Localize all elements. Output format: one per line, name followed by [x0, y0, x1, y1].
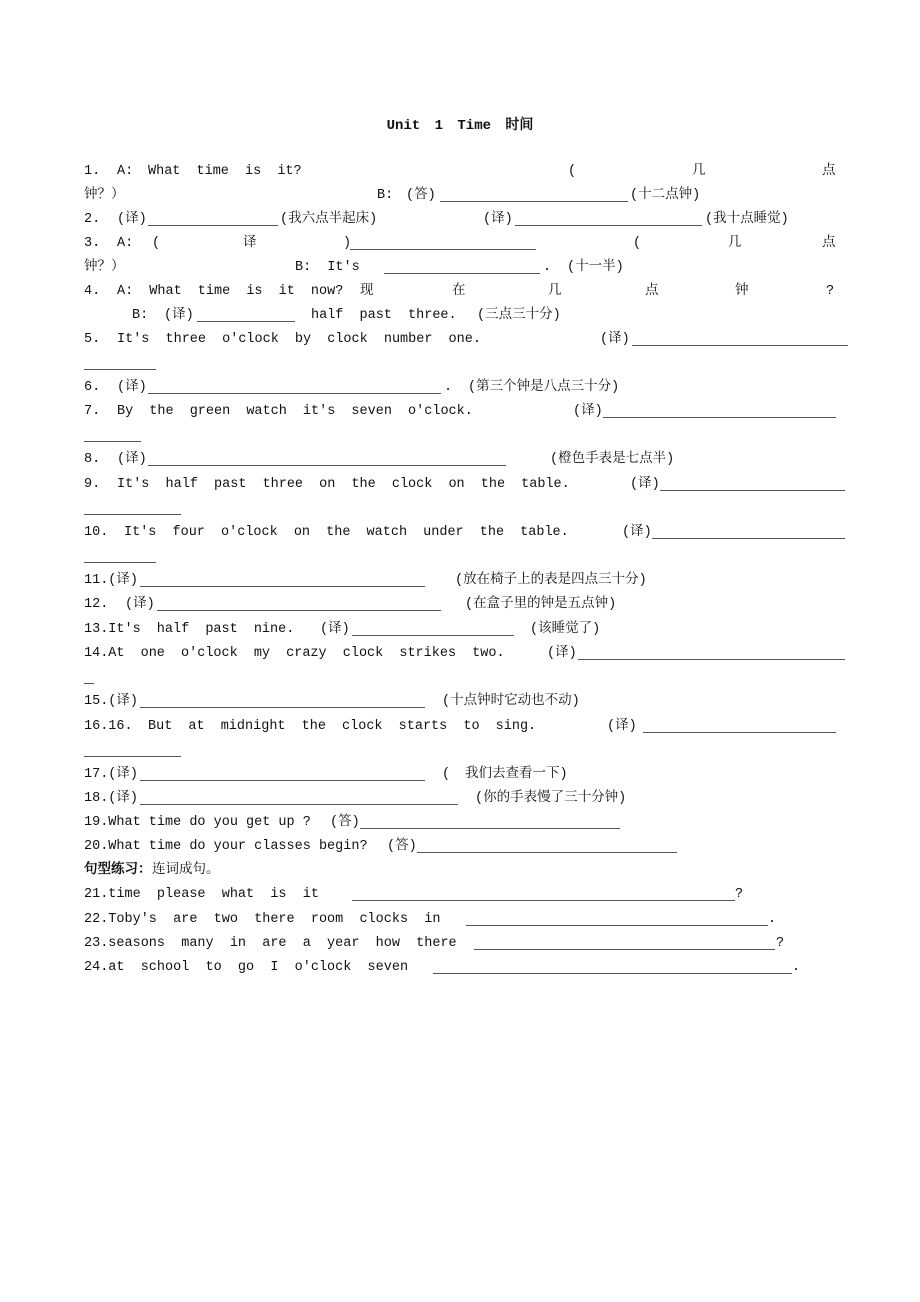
hint-text: (第三个钟是八点三十分) [468, 380, 620, 395]
question-number: 10. [84, 525, 109, 540]
punctuation: . [768, 912, 777, 927]
hint-text: 钟？） [84, 260, 125, 275]
question-label: 18.(译) [84, 791, 139, 806]
question-number: 3. [84, 236, 101, 251]
question-10 [0, 523, 920, 543]
page-title: Unit 1 Time 时间 [386, 118, 534, 134]
answer-blank[interactable] [84, 741, 181, 757]
hint-text: 点 [822, 236, 836, 251]
answer-blank[interactable] [350, 234, 536, 250]
hint-text: 在 [452, 284, 466, 299]
punctuation: ? [776, 936, 785, 951]
question-5 [0, 330, 920, 350]
question-number: 8. [84, 452, 101, 467]
answer-blank[interactable] [643, 717, 836, 733]
answer-blank[interactable] [140, 765, 425, 781]
punctuation: . [792, 960, 801, 975]
blank-continuation [0, 426, 920, 446]
hint-text: (在盒子里的钟是五点钟) [465, 597, 617, 612]
question-13 [0, 620, 920, 640]
answer-blank[interactable] [433, 958, 792, 974]
answer-prefix: B: It's [295, 260, 360, 275]
question-20 [0, 837, 920, 857]
hint-text: (放在椅子上的表是四点三十分) [455, 573, 647, 588]
punctuation: . [444, 380, 453, 395]
question-9 [0, 475, 920, 495]
question-text: It's half past three on the clock on the table. [117, 477, 570, 492]
translate-label: (译) [117, 380, 147, 395]
answer-blank[interactable] [157, 595, 441, 611]
hint-text: 几 [692, 164, 706, 179]
question-3 [0, 234, 920, 254]
hint-text: 我们去查看一下) [465, 767, 568, 782]
scrambled-words: 23.seasons many in are a year how there [84, 936, 457, 951]
answer-blank[interactable] [84, 547, 156, 563]
blank-continuation [0, 547, 920, 567]
answer-blank[interactable] [84, 499, 181, 515]
answer-suffix: half past three. [311, 308, 457, 323]
question-number: 6. [84, 380, 101, 395]
question-text: 19.What time do you get up ? [84, 815, 311, 830]
hint-text: (十二点钟) [630, 188, 701, 203]
answer-label: (答) [387, 839, 417, 854]
answer-blank[interactable] [515, 210, 702, 226]
answer-blank[interactable] [360, 813, 620, 829]
question-18 [0, 789, 920, 809]
answer-blank[interactable] [384, 258, 540, 274]
question-16 [0, 717, 920, 737]
translate-label: (译) [622, 525, 652, 540]
hint-text: ( [568, 164, 577, 179]
translate-label: ) [343, 236, 352, 251]
answer-label: (答) [330, 815, 360, 830]
question-4 [0, 282, 920, 302]
hint-text: (橙色手表是七点半) [550, 452, 675, 467]
answer-blank[interactable] [440, 186, 628, 202]
question-3-b [0, 258, 920, 278]
answer-blank[interactable] [652, 523, 845, 539]
question-1 [0, 162, 920, 182]
translate-label: (译) [320, 622, 350, 637]
hint-text: ? [826, 284, 835, 299]
question-7 [0, 402, 920, 422]
hint-text: (十一半) [567, 260, 624, 275]
question-14 [0, 644, 920, 664]
question-23 [0, 934, 920, 954]
answer-blank[interactable] [84, 354, 156, 370]
question-text: 20.What time do your classes begin? [84, 839, 368, 854]
question-21 [0, 885, 920, 905]
blank-continuation [0, 354, 920, 374]
question-number: 12. [84, 597, 109, 612]
question-label: 17.(译) [84, 767, 139, 782]
hint-text: (十点钟时它动也不动) [442, 694, 580, 709]
hint-text: 点 [822, 164, 836, 179]
punctuation: ? [735, 887, 744, 902]
answer-blank[interactable] [140, 692, 425, 708]
hint-text: 钟 [735, 284, 749, 299]
question-15 [0, 692, 920, 712]
question-17 [0, 765, 920, 785]
question-number: 1. [84, 164, 101, 179]
answer-blank[interactable] [84, 668, 94, 684]
answer-blank[interactable] [352, 885, 735, 901]
blank-continuation [0, 741, 920, 761]
question-text: By the green watch it's seven o'clock. [117, 404, 473, 419]
question-number: 5. [84, 332, 101, 347]
question-1-b [0, 186, 920, 206]
answer-blank[interactable] [84, 426, 141, 442]
hint-text: ( [442, 767, 451, 782]
hint-text: 现 [360, 284, 374, 299]
question-text: It's four o'clock on the watch under the table. [124, 525, 569, 540]
answer-blank[interactable] [660, 475, 845, 491]
answer-blank[interactable] [632, 330, 848, 346]
speaker-label: B: [132, 308, 149, 323]
question-19 [0, 813, 920, 833]
hint-text: 几 [728, 236, 742, 251]
question-22 [0, 910, 920, 930]
hint-text: (我十点睡觉) [705, 212, 789, 227]
translate-label: ( [152, 236, 161, 251]
hint-text: (你的手表慢了三十分钟) [475, 791, 627, 806]
answer-blank[interactable] [352, 620, 514, 636]
speaker-label: A: [117, 236, 134, 251]
question-12 [0, 595, 920, 615]
hint-text: (三点三十分) [477, 308, 561, 323]
question-number: 4. [84, 284, 101, 299]
translate-label: (译) [117, 212, 147, 227]
translate-label: (译) [630, 477, 660, 492]
answer-blank[interactable] [140, 571, 425, 587]
translate-label: (译) [607, 719, 637, 734]
scrambled-words: 22.Toby's are two there room clocks in [84, 912, 441, 927]
hint-text: 点 [645, 284, 659, 299]
question-number: 7. [84, 404, 101, 419]
question-number: 2. [84, 212, 101, 227]
question-label: 15.(译) [84, 694, 139, 709]
punctuation: . [543, 260, 552, 275]
translate-label: (译) [547, 646, 577, 661]
translate-label: (译) [125, 597, 155, 612]
question-2 [0, 210, 920, 230]
answer-blank[interactable] [474, 934, 775, 950]
hint-text: ( [633, 236, 642, 251]
section-heading [0, 861, 920, 881]
question-text: A: What time is it now? [117, 284, 344, 299]
translate-label: (译) [600, 332, 630, 347]
question-text: But at midnight the clock starts to sing. [148, 719, 537, 734]
question-6 [0, 378, 920, 398]
speaker-label: A: [117, 164, 134, 179]
question-11 [0, 571, 920, 591]
hint-text: 几 [548, 284, 562, 299]
section-title: 句型练习： [84, 863, 152, 878]
speaker-label: B: [377, 188, 394, 203]
scrambled-words: 21.time please what is it [84, 887, 319, 902]
answer-blank[interactable] [466, 910, 768, 926]
answer-blank[interactable] [148, 210, 278, 226]
translate-label: (译) [483, 212, 513, 227]
translate-label: (译) [164, 308, 194, 323]
question-number: 9. [84, 477, 101, 492]
answer-blank[interactable] [578, 644, 845, 660]
translate-label: (译) [117, 452, 147, 467]
question-text: What time is it? [148, 164, 302, 179]
question-8 [0, 450, 920, 470]
question-number: 16.16. [84, 719, 133, 734]
answer-blank[interactable] [148, 450, 506, 466]
answer-blank[interactable] [197, 306, 295, 322]
answer-label: (答) [406, 188, 436, 203]
translate-label: (译) [573, 404, 603, 419]
answer-blank[interactable] [140, 789, 458, 805]
question-text: It's three o'clock by clock number one. [117, 332, 481, 347]
question-24 [0, 958, 920, 978]
question-4-b [0, 306, 920, 326]
question-text: 13.It's half past nine. [84, 622, 295, 637]
translate-label: 译 [243, 236, 257, 251]
answer-blank[interactable] [148, 378, 441, 394]
question-label: 11.(译) [84, 573, 139, 588]
hint-text: (我六点半起床) [280, 212, 378, 227]
question-text: 14.At one o'clock my crazy clock strikes two. [84, 646, 505, 661]
blank-continuation [0, 499, 920, 519]
blank-continuation [0, 668, 920, 688]
hint-text: (该睡觉了) [530, 622, 601, 637]
answer-blank[interactable] [417, 837, 677, 853]
section-instruction: 连词成句。 [152, 863, 220, 878]
answer-blank[interactable] [603, 402, 836, 418]
hint-text: 钟？） [84, 188, 125, 203]
scrambled-words: 24.at school to go I o'clock seven [84, 960, 409, 975]
